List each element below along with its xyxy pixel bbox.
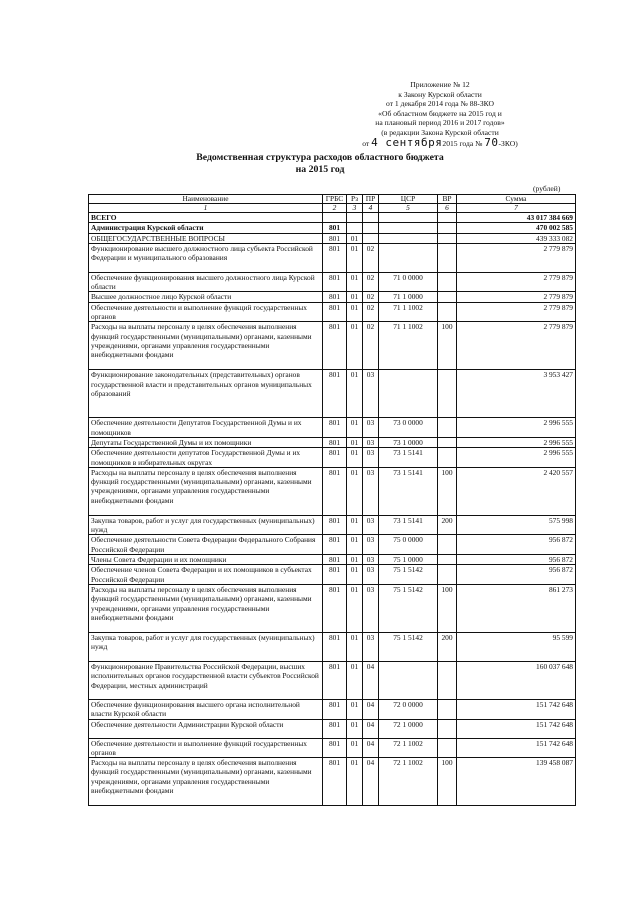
cell-pr: 03 (363, 370, 379, 418)
amendment-note: (в редакции Закона Курской области (381, 127, 499, 137)
cell-pr: 02 (363, 272, 379, 292)
cell-rz: 01 (347, 584, 363, 632)
cell-csr (379, 243, 438, 272)
cell-rz: 01 (347, 515, 363, 535)
cell-grbs: 801 (323, 322, 347, 370)
cell-pr: 04 (363, 661, 379, 699)
col-index-vr: 6 (438, 204, 457, 213)
cell-vr: 100 (438, 584, 457, 632)
cell-sum: 956 872 (457, 565, 576, 585)
cell-csr: 75 1 5142 (379, 632, 438, 661)
table-header-row (89, 195, 576, 204)
cell-vr (438, 370, 457, 418)
table-body (89, 213, 576, 806)
cell-sum: 956 872 (457, 535, 576, 555)
cell-name: Функционирование законодательных (представительных) органов государственной власти и представительных органов муниципальных образований (89, 370, 323, 418)
cell-name: Обеспечение функционирования высшего органа исполнительной власти Курской области (89, 699, 323, 719)
cell-name: Обеспечение деятельности Совета Федерации Федерального Собрания Российской Федерации (89, 535, 323, 555)
table-row (89, 699, 576, 719)
cell-csr: 75 0 0000 (379, 535, 438, 555)
col-index-pr: 4 (363, 204, 379, 213)
col-index-sum: 7 (457, 204, 576, 213)
cell-name: ОБЩЕГОСУДАРСТВЕННЫЕ ВОПРОСЫ (89, 233, 323, 243)
cell-csr: 73 1 5141 (379, 467, 438, 515)
table-row (89, 661, 576, 699)
cell-sum: 160 037 648 (457, 661, 576, 699)
cell-vr (438, 233, 457, 243)
appendix-number: Приложение № 12 (410, 80, 470, 89)
amendment-year: 2015 года № (442, 138, 483, 148)
cell-csr: 73 1 0000 (379, 437, 438, 447)
table-row (89, 467, 576, 515)
cell-name: Расходы на выплаты персоналу в целях обеспечения выполнения функций государственными (муниципальными) органами, казенными учреждениями, органами управления государственными внебюджетными фондами (89, 467, 323, 515)
col-index-grbs: 2 (323, 204, 347, 213)
handwritten-date: 4 сентября (371, 135, 443, 149)
cell-pr: 04 (363, 699, 379, 719)
cell-rz: 01 (347, 738, 363, 758)
cell-vr (438, 213, 457, 223)
cell-csr: 73 1 5141 (379, 448, 438, 468)
cell-vr (438, 223, 457, 233)
table-row (89, 565, 576, 585)
cell-name: Обеспечение деятельности Депутатов Государственной Думы и их помощников (89, 418, 323, 438)
cell-vr (438, 565, 457, 585)
cell-vr (438, 719, 457, 738)
cell-rz: 01 (347, 370, 363, 418)
cell-sum: 2 779 879 (457, 322, 576, 370)
cell-pr: 03 (363, 632, 379, 661)
document-title (0, 152, 640, 176)
col-header-name: Наименование (89, 195, 323, 204)
cell-sum: 139 458 087 (457, 758, 576, 806)
cell-sum: 151 742 648 (457, 719, 576, 738)
cell-grbs: 801 (323, 699, 347, 719)
cell-vr (438, 661, 457, 699)
cell-csr: 75 1 0000 (379, 555, 438, 565)
cell-name: Обеспечение деятельности и выполнение функций государственных органов (89, 738, 323, 758)
cell-name: Закупка товаров, работ и услуг для государственных (муниципальных) нужд (89, 632, 323, 661)
cell-vr: 100 (438, 758, 457, 806)
cell-pr: 03 (363, 565, 379, 585)
cell-grbs: 801 (323, 661, 347, 699)
table-row (89, 584, 576, 632)
cell-sum: 575 998 (457, 515, 576, 535)
cell-csr (379, 233, 438, 243)
cell-grbs: 801 (323, 418, 347, 438)
cell-pr: 03 (363, 584, 379, 632)
cell-sum: 95 599 (457, 632, 576, 661)
law-title-2: на плановый период 2016 и 2017 годов» (375, 118, 505, 128)
cell-vr: 200 (438, 515, 457, 535)
cell-pr: 04 (363, 738, 379, 758)
cell-csr: 71 1 0000 (379, 292, 438, 302)
col-index-name: 1 (89, 204, 323, 213)
cell-vr (438, 418, 457, 438)
cell-grbs: 801 (323, 272, 347, 292)
cell-sum: 956 872 (457, 555, 576, 565)
table-row (89, 243, 576, 272)
cell-name: Расходы на выплаты персоналу в целях обеспечения выполнения функций государственными (муниципальными) органами, казенными учреждениями, органами управления государственными внебюджетными фондами (89, 758, 323, 806)
cell-name: Расходы на выплаты персоналу в целях обеспечения выполнения функций государственными (муниципальными) органами, казенными учреждениями, органами управления государственными внебюджетными фондами (89, 584, 323, 632)
handwritten-number: 70 (484, 135, 499, 149)
cell-rz: 01 (347, 535, 363, 555)
cell-rz: 01 (347, 292, 363, 302)
cell-vr (438, 738, 457, 758)
cell-name: Администрация Курской области (89, 223, 323, 233)
cell-pr (363, 213, 379, 223)
cell-rz: 01 (347, 243, 363, 272)
appendix-header (340, 80, 540, 148)
cell-rz: 01 (347, 272, 363, 292)
cell-name: Расходы на выплаты персоналу в целях обеспечения выполнения функций государственными (муниципальными) органами, казенными учреждениями, органами управления государственными внебюджетными фондами (89, 322, 323, 370)
cell-sum: 2 996 555 (457, 418, 576, 438)
cell-vr (438, 699, 457, 719)
units-label: (рублей) (533, 184, 561, 193)
col-header-csr: ЦСР (379, 195, 438, 204)
cell-name: Функционирование Правительства Российской Федерации, высших исполнительных органов государственной власти субъектов Российской Федерации, местных администраций (89, 661, 323, 699)
cell-vr (438, 437, 457, 447)
cell-name: ВСЕГО (89, 213, 323, 223)
cell-csr: 71 1 1002 (379, 322, 438, 370)
table-row (89, 738, 576, 758)
cell-name: Обеспечение деятельности и выполнение функций государственных органов (89, 302, 323, 322)
amendment-date-line (340, 135, 540, 149)
cell-csr: 72 1 1002 (379, 738, 438, 758)
expenditure-table (88, 194, 576, 806)
title-line-2: на 2015 год (295, 164, 345, 175)
law-title-1: «Об областном бюджете на 2015 год и (378, 108, 502, 118)
cell-vr (438, 272, 457, 292)
cell-grbs: 801 (323, 233, 347, 243)
col-index-rz: 3 (347, 204, 363, 213)
table-row (89, 302, 576, 322)
cell-csr: 72 0 0000 (379, 699, 438, 719)
cell-pr: 02 (363, 243, 379, 272)
cell-sum: 2 779 879 (457, 272, 576, 292)
cell-vr: 100 (438, 322, 457, 370)
col-header-vr: ВР (438, 195, 457, 204)
col-header-sum: Сумма (457, 195, 576, 204)
cell-csr: 72 1 1002 (379, 758, 438, 806)
cell-csr: 71 0 0000 (379, 272, 438, 292)
cell-pr: 03 (363, 535, 379, 555)
cell-rz: 01 (347, 467, 363, 515)
cell-rz: 01 (347, 418, 363, 438)
cell-rz (347, 223, 363, 233)
cell-pr: 03 (363, 515, 379, 535)
cell-grbs (323, 213, 347, 223)
table-row (89, 448, 576, 468)
table-row (89, 370, 576, 418)
cell-grbs: 801 (323, 535, 347, 555)
cell-vr (438, 448, 457, 468)
cell-name: Высшее должностное лицо Курской области (89, 292, 323, 302)
cell-grbs: 801 (323, 292, 347, 302)
cell-pr (363, 233, 379, 243)
cell-sum: 439 333 082 (457, 233, 576, 243)
cell-name: Обеспечение членов Совета Федерации и их помощников в субъектах Российской Федерации (89, 565, 323, 585)
cell-grbs: 801 (323, 565, 347, 585)
cell-grbs: 801 (323, 448, 347, 468)
cell-vr: 200 (438, 632, 457, 661)
cell-csr: 72 1 0000 (379, 719, 438, 738)
cell-sum: 2 996 555 (457, 448, 576, 468)
cell-csr: 73 0 0000 (379, 418, 438, 438)
cell-name: Члены Совета Федерации и их помощники (89, 555, 323, 565)
title-line-1: Ведомственная структура расходов областного бюджета (196, 152, 444, 163)
cell-csr: 73 1 5141 (379, 515, 438, 535)
cell-vr (438, 243, 457, 272)
cell-rz: 01 (347, 437, 363, 447)
cell-sum: 470 002 585 (457, 223, 576, 233)
cell-grbs: 801 (323, 632, 347, 661)
cell-sum: 151 742 648 (457, 699, 576, 719)
col-header-pr: ПР (363, 195, 379, 204)
table-row (89, 632, 576, 661)
cell-pr: 03 (363, 555, 379, 565)
cell-sum: 2 420 557 (457, 467, 576, 515)
table-row (89, 555, 576, 565)
law-date: от 1 декабря 2014 года № 88-ЗКО (386, 99, 494, 109)
cell-pr: 03 (363, 467, 379, 515)
cell-grbs: 801 (323, 223, 347, 233)
cell-grbs: 801 (323, 437, 347, 447)
cell-grbs: 801 (323, 302, 347, 322)
cell-rz: 01 (347, 233, 363, 243)
cell-pr: 04 (363, 719, 379, 738)
cell-rz: 01 (347, 555, 363, 565)
cell-csr (379, 213, 438, 223)
cell-grbs: 801 (323, 370, 347, 418)
amendment-from: от (362, 138, 370, 148)
cell-grbs: 801 (323, 584, 347, 632)
table-row (89, 515, 576, 535)
cell-grbs: 801 (323, 515, 347, 535)
cell-rz: 01 (347, 632, 363, 661)
col-header-rz: Рз (347, 195, 363, 204)
cell-csr (379, 661, 438, 699)
cell-grbs: 801 (323, 243, 347, 272)
cell-pr: 02 (363, 302, 379, 322)
cell-vr (438, 292, 457, 302)
cell-rz: 01 (347, 719, 363, 738)
cell-vr (438, 302, 457, 322)
cell-name: Функционирование высшего должностного лица субъекта Российской Федерации и муниципального образования (89, 243, 323, 272)
table-row (89, 758, 576, 806)
cell-vr: 100 (438, 467, 457, 515)
table-row (89, 213, 576, 223)
cell-rz: 01 (347, 699, 363, 719)
table-index-row (89, 204, 576, 213)
cell-sum: 2 996 555 (457, 437, 576, 447)
cell-csr (379, 223, 438, 233)
cell-grbs: 801 (323, 555, 347, 565)
cell-vr (438, 555, 457, 565)
table-row (89, 233, 576, 243)
cell-grbs: 801 (323, 467, 347, 515)
cell-rz: 01 (347, 322, 363, 370)
cell-pr: 02 (363, 322, 379, 370)
cell-grbs: 801 (323, 758, 347, 806)
cell-csr: 71 1 1002 (379, 302, 438, 322)
cell-csr (379, 370, 438, 418)
table-row (89, 437, 576, 447)
cell-pr: 03 (363, 437, 379, 447)
cell-sum: 2 779 879 (457, 302, 576, 322)
table-row (89, 322, 576, 370)
cell-sum: 43 017 384 669 (457, 213, 576, 223)
cell-rz (347, 213, 363, 223)
cell-name: Обеспечение деятельности депутатов Государственной Думы и их помощников в избирательных округах (89, 448, 323, 468)
cell-name: Закупка товаров, работ и услуг для государственных (муниципальных) нужд (89, 515, 323, 535)
cell-name: Обеспечение функционирования высшего должностного лица Курской области (89, 272, 323, 292)
cell-vr (438, 535, 457, 555)
cell-pr: 03 (363, 418, 379, 438)
law-reference: к Закону Курской области (398, 89, 482, 99)
cell-sum: 861 273 (457, 584, 576, 632)
cell-name: Депутаты Государственной Думы и их помощники (89, 437, 323, 447)
table-row (89, 418, 576, 438)
cell-sum: 3 953 427 (457, 370, 576, 418)
cell-rz: 01 (347, 448, 363, 468)
table-row (89, 292, 576, 302)
cell-pr: 02 (363, 292, 379, 302)
cell-sum: 151 742 648 (457, 738, 576, 758)
table-row (89, 272, 576, 292)
cell-sum: 2 779 879 (457, 292, 576, 302)
cell-rz: 01 (347, 661, 363, 699)
table-row (89, 223, 576, 233)
cell-grbs: 801 (323, 719, 347, 738)
col-header-grbs: ГРБС (323, 195, 347, 204)
amendment-suffix: -ЗКО) (498, 138, 518, 148)
cell-sum: 2 779 879 (457, 243, 576, 272)
cell-pr (363, 223, 379, 233)
cell-csr: 75 1 5142 (379, 584, 438, 632)
cell-grbs: 801 (323, 738, 347, 758)
cell-rz: 01 (347, 302, 363, 322)
table-row (89, 719, 576, 738)
col-index-csr: 5 (379, 204, 438, 213)
cell-name: Обеспечение деятельности Администрации Курской области (89, 719, 323, 738)
cell-csr: 75 1 5142 (379, 565, 438, 585)
table-row (89, 535, 576, 555)
cell-pr: 04 (363, 758, 379, 806)
cell-rz: 01 (347, 565, 363, 585)
cell-rz: 01 (347, 758, 363, 806)
cell-pr: 03 (363, 448, 379, 468)
